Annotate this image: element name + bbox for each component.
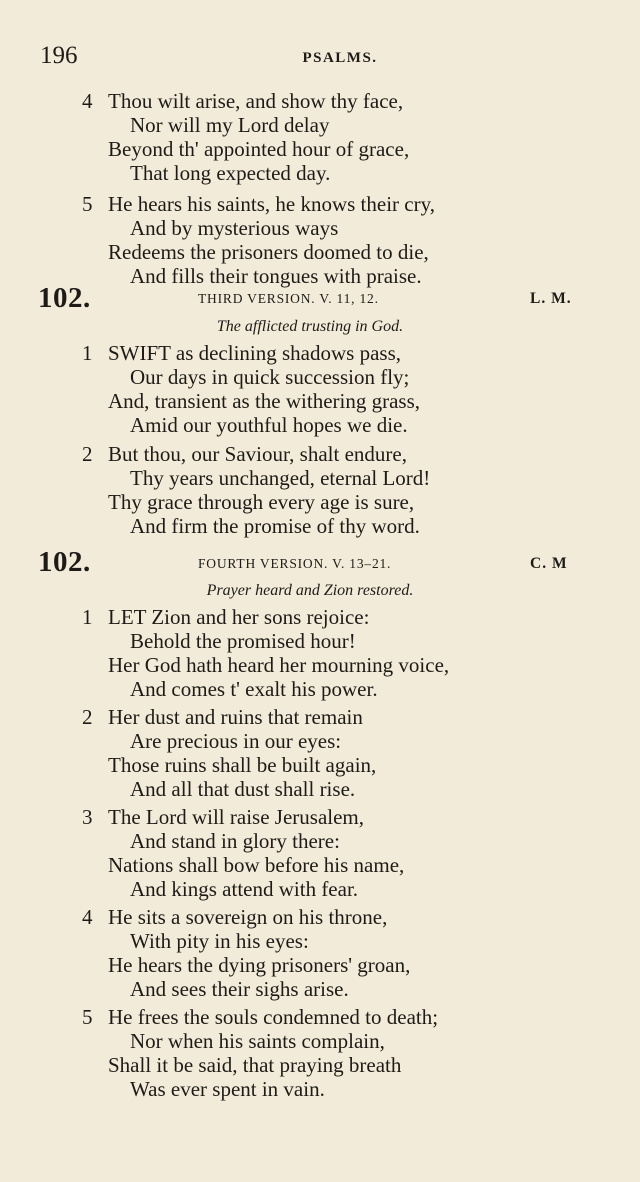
stanza-number: 2 (82, 442, 93, 466)
verse-line: Shall it be said, that praying breath (108, 1053, 402, 1077)
verse-line: Nations shall bow before his name, (108, 853, 405, 877)
verse-line: Are precious in our eyes: (130, 729, 342, 753)
page-header (40, 42, 580, 72)
verse-line: Her God hath heard her mourning voice, (108, 653, 450, 677)
verse-line: And all that dust shall rise. (130, 777, 356, 801)
verse-line: Thy years unchanged, eternal Lord! (130, 466, 431, 490)
version-heading: FOURTH VERSION. V. 13–21. (198, 556, 392, 571)
verse-line: And by mysterious ways (130, 216, 339, 240)
verse-line: Thy grace through every age is sure, (108, 490, 415, 514)
page-number: 196 (40, 42, 78, 69)
verse-line: SWIFT as declining shadows pass, (108, 341, 402, 365)
verse-line: He sits a sovereign on his throne, (108, 905, 388, 929)
verse-line: Nor will my Lord delay (130, 113, 330, 137)
verse-line: That long expected day. (130, 161, 331, 185)
verse-line: Thou wilt arise, and show thy face, (108, 89, 404, 113)
verse-line: And, transient as the withering grass, (108, 389, 421, 413)
hymn-subtitle: Prayer heard and Zion restored. (206, 582, 414, 599)
verse-line: And sees their sighs arise. (130, 977, 349, 1001)
hymn-number: 102. (38, 546, 91, 578)
verse-line: He hears the dying prisoners' groan, (108, 953, 411, 977)
stanza-number: 1 (82, 341, 93, 365)
stanza-number: 4 (82, 905, 93, 929)
verse-line: LET Zion and her sons rejoice: (108, 605, 370, 629)
verse-line: And firm the promise of thy word. (130, 514, 420, 538)
verse-line: He hears his saints, he knows their cry, (108, 192, 435, 216)
verse-line: He frees the souls condemned to death; (108, 1005, 439, 1029)
verse-line: Redeems the prisoners doomed to die, (108, 240, 429, 264)
verse-line: And kings attend with fear. (130, 877, 359, 901)
hymn-number: 102. (38, 282, 91, 314)
version-heading: THIRD VERSION. V. 11, 12. (198, 291, 379, 306)
stanza-number: 4 (82, 89, 93, 113)
verse-line: Those ruins shall be built again, (108, 753, 377, 777)
stanza-number: 2 (82, 705, 93, 729)
stanza-number: 5 (82, 1005, 93, 1029)
verse-line: Nor when his saints complain, (130, 1029, 385, 1053)
verse-line: The Lord will raise Jerusalem, (108, 805, 364, 829)
stanza-number: 1 (82, 605, 93, 629)
verse-line: Her dust and ruins that remain (108, 705, 363, 729)
verse-line: Amid our youthful hopes we die. (130, 413, 408, 437)
meter-label: C. M (530, 555, 568, 572)
verse-line: And stand in glory there: (130, 829, 340, 853)
verse-line: Behold the promised hour! (130, 629, 356, 653)
verse-line: And fills their tongues with praise. (130, 264, 422, 288)
stanza-number: 3 (82, 805, 93, 829)
stanza-number: 5 (82, 192, 93, 216)
meter-label: L. M. (530, 290, 572, 307)
verse-line: With pity in his eyes: (130, 929, 309, 953)
verse-line: Was ever spent in vain. (130, 1077, 325, 1101)
verse-line: And comes t' exalt his power. (130, 677, 378, 701)
running-title: PSALMS. (302, 50, 378, 66)
verse-line: But thou, our Saviour, shalt endure, (108, 442, 407, 466)
verse-line: Our days in quick succession fly; (130, 365, 410, 389)
hymn-subtitle: The afflicted trusting in God. (216, 318, 404, 335)
verse-line: Beyond th' appointed hour of grace, (108, 137, 410, 161)
